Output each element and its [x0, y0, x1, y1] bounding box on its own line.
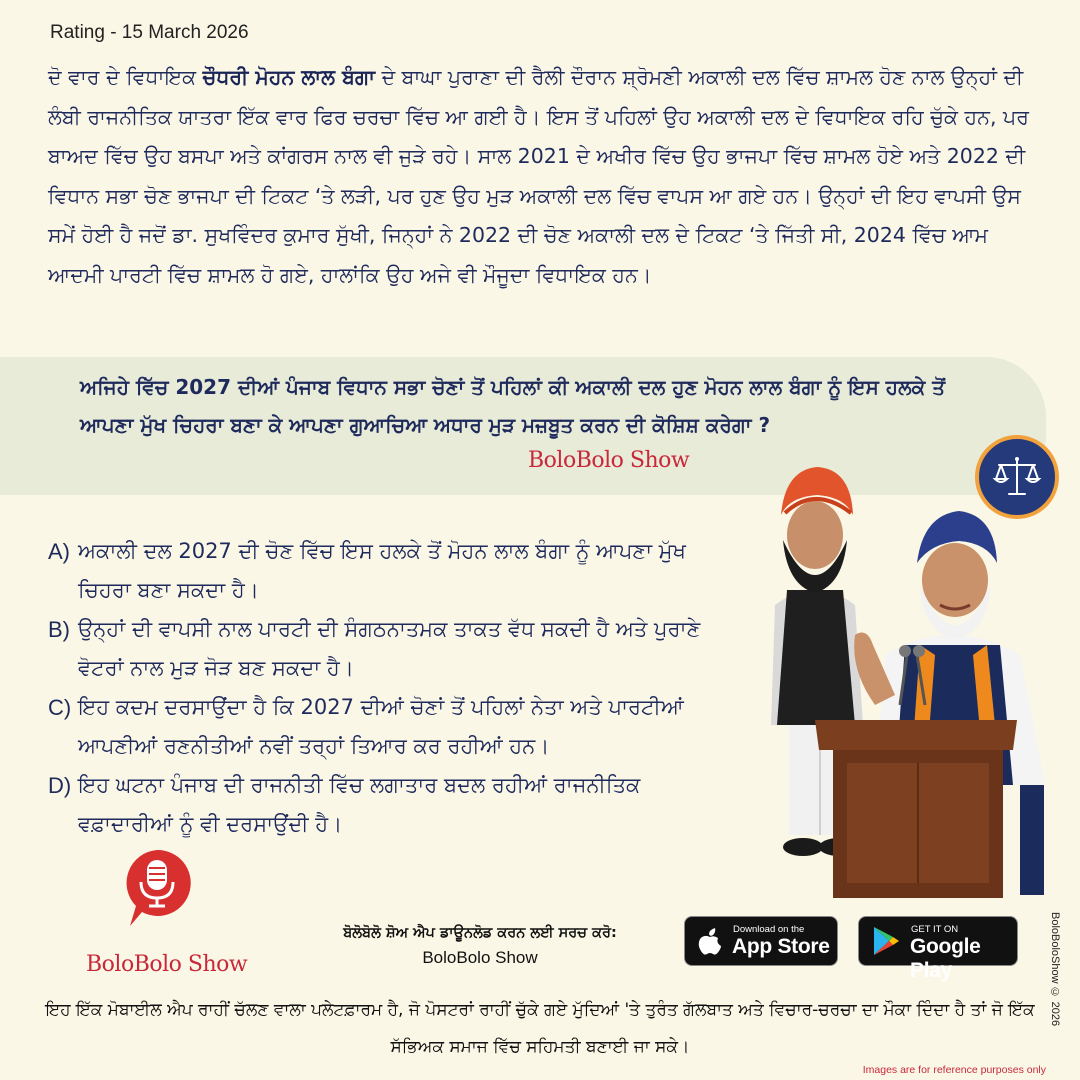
copyright-vertical: BoloBoloShow © 2026	[1049, 912, 1061, 1027]
intro-lead: ਦੋ ਵਾਰ ਦੇ ਵਿਧਾਇਕ	[48, 65, 203, 89]
intro-name-bold: ਚੌਧਰੀ ਮੋਹਨ ਲਾਲ ਬੰਗਾ	[202, 65, 376, 89]
option-letter: D)	[48, 773, 72, 798]
app-store-big: App Store	[732, 935, 830, 958]
option-a[interactable]	[48, 532, 738, 610]
app-store-button[interactable]	[684, 916, 838, 966]
option-text: ਅਕਾਲੀ ਦਲ 2027 ਦੀ ਚੋਣ ਵਿੱਚ ਇਸ ਹਲਕੇ ਤੋਂ ਮੋਹਨ ਲਾਲ ਬੰਗਾ ਨੂੰ ਆਪਣਾ ਮੁੱਖ ਚਿਹਰਾ ਬਣਾ ਸਕਦਾ ਹੈ।	[78, 539, 686, 602]
apple-icon	[697, 926, 723, 956]
politicians-illustration	[755, 455, 1055, 900]
microphone-icon	[122, 848, 192, 928]
footer-text: ਇਹ ਇੱਕ ਮੋਬਾਈਲ ਐਪ ਰਾਹੀਂ ਚੱਲਣ ਵਾਲਾ ਪਲੇਟਫ਼ਾਰਮ ਹੈ, ਜੋ ਪੋਸਟਰਾਂ ਰਾਹੀਂ ਚੁੱਕੇ ਗਏ ਮੁੱਦਿਆਂ 'ਤੇ ਤੁਰੰਤ ਗੱਲਬਾਤ ਅਤੇ ਵਿਚਾਰ-ਚਰਚਾ ਦਾ ਮੌਕਾ ਦਿੰਦਾ ਹੈ ਤਾਂ ਜੋ ਇੱਕ ਸੱਭਿਅਕ ਸਮਾਜ ਵਿੱਚ ਸਹਿਮਤੀ ਬਣਾਈ ਜਾ ਸਕੇ।	[45, 1000, 1035, 1057]
option-b[interactable]	[48, 610, 738, 688]
options-list	[48, 532, 738, 844]
option-c[interactable]	[48, 688, 738, 766]
logo-text: BoloBolo Show	[86, 952, 248, 977]
download-brand: BoloBolo Show	[422, 948, 538, 967]
app-store-small: Download on the	[733, 924, 805, 935]
question-text: ਅਜਿਹੇ ਵਿੱਚ 2027 ਦੀਆਂ ਪੰਜਾਬ ਵਿਧਾਨ ਸਭਾ ਚੋਣਾਂ ਤੋਂ ਪਹਿਲਾਂ ਕੀ ਅਕਾਲੀ ਦਲ ਹੁਣ ਮੋਹਨ ਲਾਲ ਬੰਗਾ ਨੂੰ ਇਸ ਹਲਕੇ ਤੋਂ ਆਪਣਾ ਮੁੱਖ ਚਿਹਰਾ ਬਣਾ ਕੇ ਆਪਣਾ ਗੁਆਚਿਆ ਅਧਾਰ ਮੁੜ ਮਜ਼ਬੂਤ ਕਰਨ ਦੀ ਕੋਸ਼ਿਸ਼ ਕਰੇਗਾ ?	[80, 375, 946, 437]
google-play-small: GET IT ON	[911, 924, 959, 935]
google-play-big: Google Play	[910, 935, 981, 982]
intro-paragraph	[48, 58, 1048, 295]
option-letter: B)	[48, 617, 70, 642]
google-play-button[interactable]	[858, 916, 1018, 982]
option-letter: A)	[48, 539, 70, 564]
option-text: ਉਨ੍ਹਾਂ ਦੀ ਵਾਪਸੀ ਨਾਲ ਪਾਰਟੀ ਦੀ ਸੰਗਠਨਾਤਮਕ ਤਾਕਤ ਵੱਧ ਸਕਦੀ ਹੈ ਅਤੇ ਪੁਰਾਣੇ ਵੋਟਰਾਂ ਨਾਲ ਮੁੜ ਜੋੜ ਬਣ ਸਕਦਾ ਹੈ।	[78, 617, 701, 680]
intro-rest: ਦੇ ਬਾਘਾ ਪੁਰਾਣਾ ਦੀ ਰੈਲੀ ਦੌਰਾਨ ਸ਼੍ਰੋਮਣੀ ਅਕਾਲੀ ਦਲ ਵਿੱਚ ਸ਼ਾਮਲ ਹੋਣ ਨਾਲ ਉਨ੍ਹਾਂ ਦੀ ਲੰਬੀ ਰਾਜਨੀਤਿਕ ਯਾਤਰਾ ਇੱਕ ਵਾਰ ਫਿਰ ਚਰਚਾ ਵਿੱਚ ਆ ਗਈ ਹੈ। ਇਸ ਤੋਂ ਪਹਿਲਾਂ ਉਹ ਅਕਾਲੀ ਦਲ ਦੇ ਵਿਧਾਇਕ ਰਹਿ ਚੁੱਕੇ ਹਨ, ਪਰ ਬਾਅਦ ਵਿੱਚ ਉਹ ਬਸਪਾ ਅਤੇ ਕਾਂਗਰਸ ਨਾਲ ਵੀ ਜੁੜੇ ਰਹੇ। ਸਾਲ 2021 ਦੇ ਅਖੀਰ ਵਿੱਚ ਉਹ ਭਾਜਪਾ ਵਿੱਚ ਸ਼ਾਮਲ ਹੋਏ ਅਤੇ 2022 ਦੀ ਵਿਧਾਨ ਸਭਾ ਚੋਣ ਭਾਜਪਾ ਦੀ ਟਿਕਟ ‘ਤੇ ਲੜੀ, ਪਰ ਹੁਣ ਉਹ ਮੁੜ ਅਕਾਲੀ ਦਲ ਵਿੱਚ ਵਾਪਸ ਆ ਗਏ ਹਨ। ਉਨ੍ਹਾਂ ਦੀ ਇਹ ਵਾਪਸੀ ਉਸ ਸਮੇਂ ਹੋਈ ਹੈ ਜਦੋਂ ਡਾ. ਸੁਖਵਿੰਦਰ ਕੁਮਾਰ ਸੁੱਖੀ, ਜਿਨ੍ਹਾਂ ਨੇ 2022 ਦੀ ਚੋਣ ਅਕਾਲੀ ਦਲ ਦੇ ਟਿਕਟ ‘ਤੇ ਜਿੱਤੀ ਸੀ, 2024 ਵਿੱਚ ਆਮ ਆਦਮੀ ਪਾਰਟੀ ਵਿੱਚ ਸ਼ਾਮਲ ਹੋ ਗਏ, ਹਾਲਾਂਕਿ ਉਹ ਅਜੇ ਵੀ ਮੌਜੂਦਾ ਵਿਧਾਇਕ ਹਨ।	[48, 65, 1029, 287]
download-prompt: ਬੋਲੋਬੋਲੋ ਸ਼ੋਅ ਐਪ ਡਾਊਨਲੋਡ ਕਰਨ ਲਈ ਸਰਚ ਕਰੋ:	[343, 925, 617, 941]
date-line: Rating - 15 March 2026	[50, 22, 249, 43]
google-play-icon	[871, 925, 901, 957]
podium	[815, 720, 1017, 898]
option-letter: C)	[48, 695, 72, 720]
option-text: ਇਹ ਘਟਨਾ ਪੰਜਾਬ ਦੀ ਰਾਜਨੀਤੀ ਵਿੱਚ ਲਗਾਤਾਰ ਬਦਲ ਰਹੀਆਂ ਰਾਜਨੀਤਿਕ ਵਫ਼ਾਦਾਰੀਆਂ ਨੂੰ ਵੀ ਦਰਸਾਉਂਦੀ ਹੈ।	[78, 773, 641, 836]
option-text: ਇਹ ਕਦਮ ਦਰਸਾਉਂਦਾ ਹੈ ਕਿ 2027 ਦੀਆਂ ਚੋਣਾਂ ਤੋਂ ਪਹਿਲਾਂ ਨੇਤਾ ਅਤੇ ਪਾਰਟੀਆਂ ਆਪਣੀਆਂ ਰਣਨੀਤੀਆਂ ਨਵੀਂ ਤਰ੍ਹਾਂ ਤਿਆਰ ਕਰ ਰਹੀਆਂ ਹਨ।	[78, 695, 684, 758]
disclaimer: Images are for reference purposes only	[862, 1064, 1046, 1076]
question-brand: BoloBolo Show	[528, 448, 690, 473]
option-d[interactable]	[48, 766, 738, 844]
